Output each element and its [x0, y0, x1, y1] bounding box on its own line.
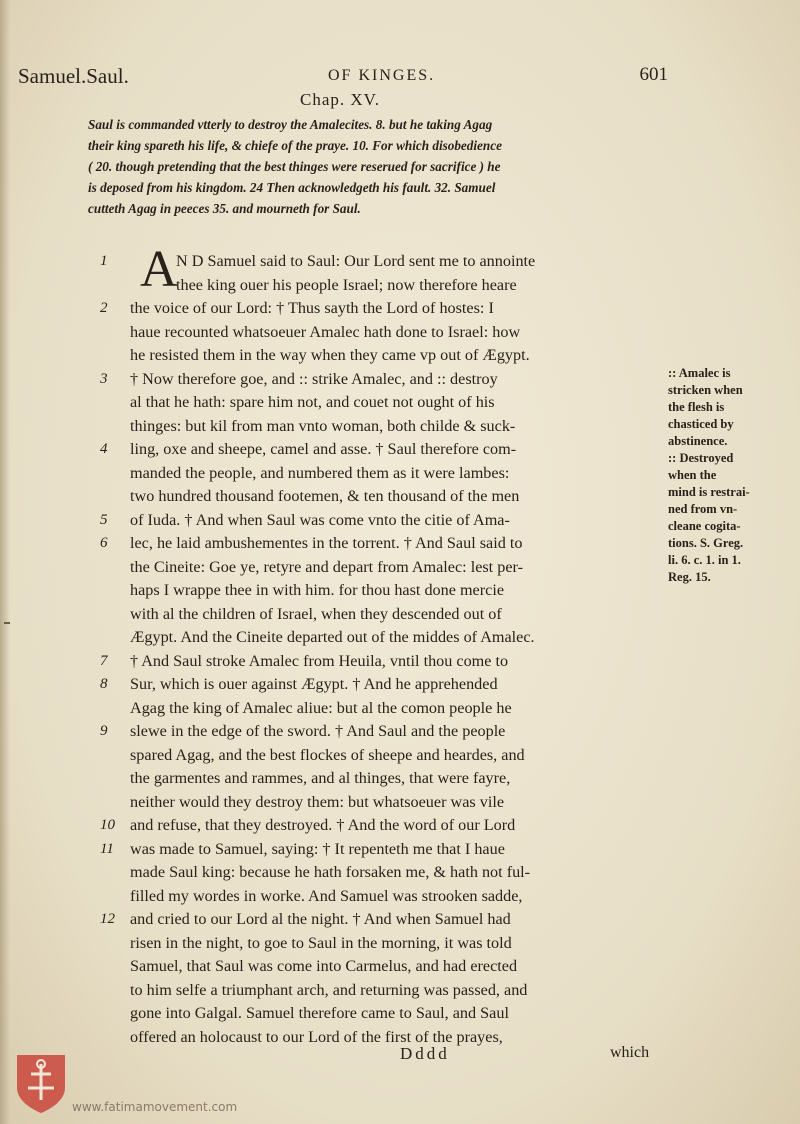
line-text: thee king ouer his people Israel; now therefore heare: [176, 275, 517, 294]
text-line: [100, 579, 680, 602]
line-text: the voice of our Lord: † Thus sayth the Lord of hostes: I: [130, 299, 494, 317]
margin-note-line: the flesh is: [668, 400, 725, 414]
verse-number: 7: [100, 652, 108, 669]
signature-mark: Dddd: [400, 1044, 450, 1063]
watermark-url: www.fatimamovement.com: [72, 1100, 238, 1114]
text-line: [100, 509, 680, 532]
margin-note-line: :: Amalec is: [668, 366, 731, 380]
verse-number: 5: [100, 511, 108, 528]
text-line: [100, 814, 680, 837]
margin-note-line: li. 6. c. 1. in 1.: [668, 553, 741, 567]
line-text: † Now therefore goe, and :: strike Amalec, and :: destroy: [130, 369, 498, 388]
verse-number: 9: [100, 723, 108, 739]
line-text: haps I wrappe thee in with him. for thou hast done mercie: [130, 581, 505, 599]
text-line: [100, 532, 680, 555]
line-text: spared Agag, and the best flockes of sheepe and heardes, and: [130, 745, 525, 764]
text-line: [100, 391, 680, 414]
line-text: of Iuda. † And when Saul was come vnto the citie of Ama-: [130, 510, 510, 529]
line-text: neither would they destroy them: but whatsoeuer was vile: [130, 792, 505, 811]
text-line: [100, 744, 680, 767]
line-text: Sur, which is ouer against Ægypt. † And he apprehended: [130, 675, 498, 693]
text-line: [100, 1026, 680, 1049]
text-line: [100, 861, 680, 884]
drop-cap: A: [140, 241, 178, 298]
line-text: and cried to our Lord al the night. † And when Samuel had: [130, 910, 511, 928]
text-line: [100, 955, 680, 978]
verse-number: 1: [100, 253, 108, 269]
line-text: Agag the king of Amalec aliue: but al the comon people he: [130, 698, 512, 717]
text-line: [100, 438, 680, 461]
verse-number: 2: [100, 300, 108, 316]
text-line: [100, 415, 680, 438]
line-text: with al the children of Israel, when they descended out of: [130, 604, 502, 623]
chapter-argument: [88, 114, 668, 219]
text-line: [100, 697, 680, 720]
verse-number: 3: [100, 370, 108, 387]
argument-line: cutteth Agag in peeces 35. and mourneth for Saul.: [88, 201, 361, 216]
text-line: [100, 650, 680, 673]
line-text: gone into Galgal. Samuel therefore came to Saul, and Saul: [130, 1004, 509, 1022]
margin-note-line: stricken when: [668, 383, 743, 397]
text-line: [100, 250, 680, 273]
header-book-names: Samuel.Saul.: [18, 64, 129, 88]
verse-number: 10: [100, 817, 115, 833]
line-text: the Cineite: Goe ye, retyre and depart from Amalec: lest per-: [130, 557, 523, 576]
line-text: filled my wordes in worke. And Samuel was strooken sadde,: [130, 886, 523, 905]
text-line: [100, 603, 680, 626]
text-line: [100, 344, 680, 367]
text-line: [100, 885, 680, 908]
verse-number: 8: [100, 676, 108, 692]
margin-note-line: cleane cogita-: [668, 519, 741, 533]
text-line: [100, 673, 680, 696]
text-line: [100, 626, 680, 649]
margin-note-line: mind is restrai-: [668, 485, 750, 499]
argument-line: is deposed from his kingdom. 24 Then acknowledgeth his fault. 32. Samuel: [88, 180, 496, 195]
line-text: was made to Samuel, saying: † It repenteth me that I haue: [130, 839, 505, 858]
line-text: the garmentes and rammes, and al thinges, that were fayre,: [130, 769, 511, 787]
verse-number: 4: [100, 441, 108, 457]
line-text: made Saul king: because he hath forsaken me, & hath not ful-: [130, 863, 531, 881]
text-line: [100, 838, 680, 861]
verse-number: 6: [100, 535, 108, 551]
text-line: [100, 791, 680, 814]
margin-note-line: Reg. 15.: [668, 570, 711, 584]
margin-note-line: tions. S. Greg.: [668, 536, 744, 550]
line-text: al that he hath: spare him not, and couet not ought of his: [130, 393, 495, 411]
text-line: [100, 297, 680, 320]
text-line: [100, 462, 680, 485]
line-text: two hundred thousand footemen, & ten thousand of the men: [130, 487, 520, 505]
text-line: [100, 485, 680, 508]
line-text: and refuse, that they destroyed. † And the word of our Lord: [130, 816, 516, 834]
page-number: 601: [639, 64, 668, 85]
margin-tick-mark: [4, 622, 10, 624]
line-text: he resisted them in the way when they came vp out of Ægypt.: [130, 346, 530, 364]
line-text: manded the people, and numbered them as it were lambes:: [130, 463, 510, 482]
margin-note-line: when the: [668, 468, 717, 482]
verse-number: 12: [100, 911, 115, 927]
line-text: lec, he laid ambushementes in the torrent. † And Saul said to: [130, 534, 523, 552]
line-text: N D Samuel said to Saul: Our Lord sent me to annointe: [176, 252, 536, 270]
header-book-title: OF KINGES.: [328, 67, 436, 84]
line-text: thinges: but kil from man vnto woman, both childe & suck-: [130, 416, 516, 435]
line-text: ling, oxe and sheepe, camel and asse. † Saul therefore com-: [130, 440, 517, 458]
text-line: [100, 1002, 680, 1025]
line-text: Samuel, that Saul was come into Carmelus, and had erected: [130, 957, 518, 975]
margin-note-line: abstinence.: [668, 434, 728, 448]
line-text: Ægypt. And the Cineite departed out of the middes of Amalec.: [130, 628, 535, 646]
text-line: [100, 368, 680, 391]
margin-note-line: :: Destroyed: [668, 451, 734, 465]
text-line: [100, 321, 680, 344]
text-line: [100, 556, 680, 579]
verse-number: 11: [100, 840, 114, 857]
text-line: [100, 274, 680, 297]
argument-line: their king spareth his life, & chiefe of the praye. 10. For which disobedience: [88, 138, 502, 153]
text-line: [100, 720, 680, 743]
margin-note-line: chasticed by: [668, 417, 734, 431]
line-text: † And Saul stroke Amalec from Heuila, vntil thou come to: [130, 651, 509, 670]
catchword: which: [610, 1044, 650, 1061]
text-line: [100, 979, 680, 1002]
line-text: to him selfe a triumphant arch, and returning was passed, and: [130, 980, 528, 999]
margin-note-line: ned from vn-: [668, 502, 738, 516]
argument-line: Saul is commanded vtterly to destroy the Amalecites. 8. but he taking Agag: [88, 117, 493, 132]
text-line: [100, 767, 680, 790]
line-text: risen in the night, to goe to Saul in the morning, it was told: [130, 933, 512, 952]
text-line: [100, 908, 680, 931]
argument-line: ( 20. though pretending that the best thinges were reserued for sacrifice ) he: [88, 159, 501, 174]
line-text: offered an holocaust to our Lord of the first of the prayes,: [130, 1027, 503, 1046]
line-text: haue recounted whatsoeuer Amalec hath done to Israel: how: [130, 322, 521, 341]
page-gutter-shadow: [0, 0, 10, 1124]
line-text: slewe in the edge of the sword. † And Saul and the people: [130, 722, 506, 740]
shield-logo-icon: [14, 1052, 68, 1116]
chapter-title: Chap. XV.: [300, 90, 380, 109]
text-line: [100, 932, 680, 955]
